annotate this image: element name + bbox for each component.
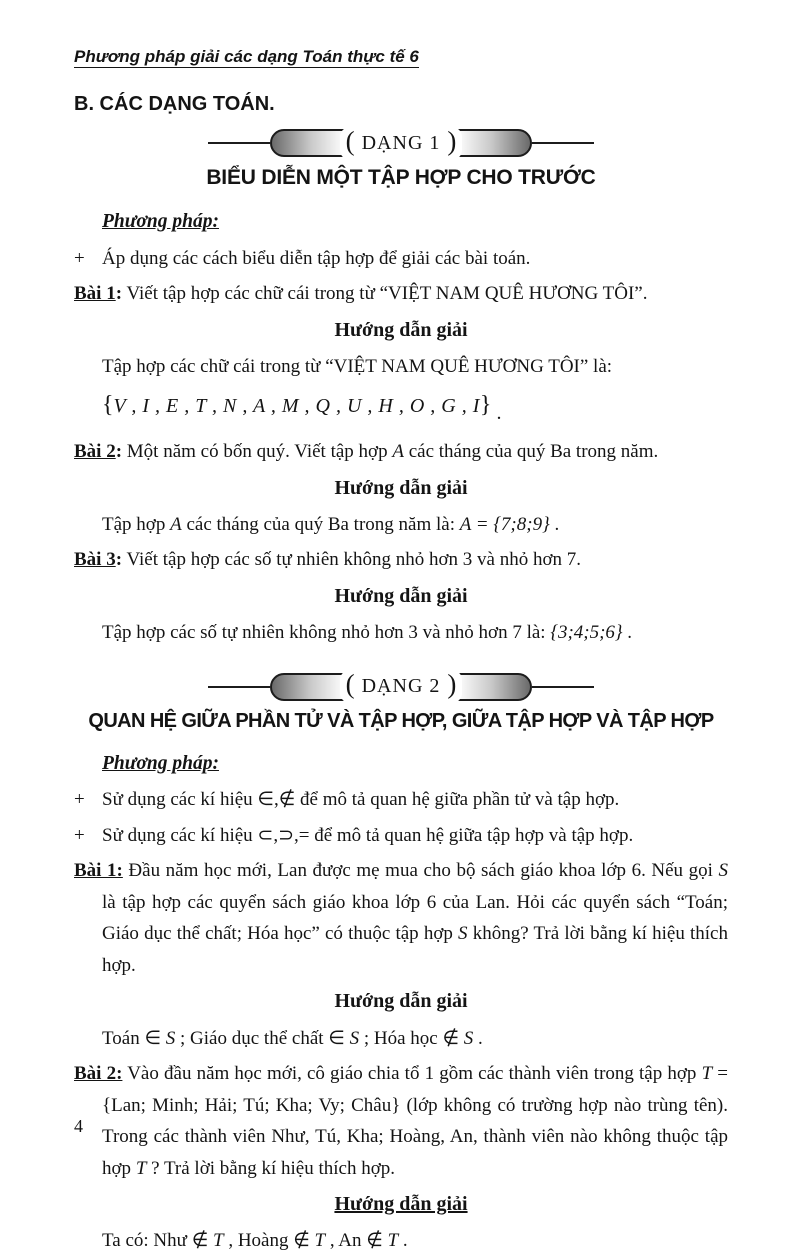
guide-heading-text: Hướng dẫn giải	[334, 476, 468, 499]
dang1-bai1-solution-set	[74, 386, 728, 426]
dang1-method-heading: Phương pháp:	[102, 211, 219, 233]
guide-heading-text: Hướng dẫn giải	[334, 990, 468, 1013]
set-period: .	[496, 402, 502, 425]
set-membership-symbols: ∈,∉	[257, 789, 296, 811]
bai-text: = {Lan; Minh; Hải; Tú; Kha; Vy; Châu} (lớp không có trường hợp nào trùng tên). Trong các thành viên Như, Tú, Kha; Hoàng, An, thành viên nào không thuộc tập hợp	[102, 1063, 729, 1179]
badge-line-left-icon	[208, 142, 270, 144]
dang2-bai1-statement	[74, 855, 728, 981]
sol-text: .	[398, 1230, 408, 1252]
sol-text: Tập hợp	[102, 513, 171, 535]
sol-text: các tháng của quý Ba trong năm là:	[181, 513, 460, 535]
set-open-brace: {	[102, 392, 114, 419]
bai-text: Đầu năm học mới, Lan được mẹ mua cho bộ sách giáo khoa lớp 6. Nếu gọi	[122, 860, 719, 882]
sol-text: .	[473, 1027, 483, 1049]
dang1-badge-text: DẠNG 1	[361, 131, 441, 154]
badge-paren-open-icon: (	[345, 125, 355, 156]
running-header-text: Phương pháp giải các dạng Toán thực tế 6	[74, 47, 419, 66]
dang2-badge	[74, 671, 728, 703]
dang2-method-item1-text	[102, 784, 728, 816]
bai-text: Vào đầu năm học mới, cô giáo chia tổ 1 gồm các thành viên trong tập hợp	[122, 1063, 702, 1085]
guide-heading-underlined	[74, 1188, 728, 1221]
guide-heading-text: Hướng dẫn giải	[334, 584, 468, 607]
dang1-badge	[74, 127, 728, 159]
bai-text: là tập hợp các quyển sách giáo khoa lớp 6 của Lan. Hỏi các quyển sách “Toán; Giáo dục thể chất; Hóa học” có thuộc tập hợp	[102, 891, 728, 945]
dang2-method-item1	[74, 784, 728, 816]
math-expression: ∈ S	[144, 1027, 176, 1049]
sol-text: .	[622, 622, 633, 644]
math-var: S	[718, 860, 728, 882]
sol-text: Tập hợp các số tự nhiên không nhỏ hơn 3 và nhỏ hơn 7 là:	[102, 622, 551, 644]
dang2-title: QUAN HỆ GIỮA PHẦN TỬ VÀ TẬP HỢP, GIỮA TẬP HỢP VÀ TẬP HỢP	[88, 709, 714, 732]
math-expression: ∉ T	[191, 1230, 224, 1252]
dang1-bai3-statement	[74, 544, 728, 576]
dang1-bai2-solution	[74, 509, 728, 541]
dang1-badge-label	[340, 127, 463, 160]
bai-colon: :	[115, 441, 123, 463]
dang2-badge-label	[340, 670, 463, 703]
bai-colon: :	[115, 283, 123, 305]
dang1-bai1-statement	[74, 278, 728, 310]
bai-label: Bài 3	[74, 549, 116, 571]
math-var: A	[170, 513, 182, 535]
running-header	[74, 46, 728, 68]
sol-text: ; Giáo dục thể chất	[175, 1027, 329, 1049]
math-expression: ∉ T	[366, 1230, 399, 1252]
bai-label: Bài 1:	[74, 860, 123, 882]
bai-colon: :	[115, 549, 123, 571]
guide-heading	[74, 472, 728, 505]
plus-bullet: +	[74, 824, 85, 846]
badge-paren-close-icon: )	[447, 125, 457, 156]
sol-text: Ta có: Như	[102, 1230, 192, 1252]
bai-text: Viết tập hợp các chữ cái trong từ “VIỆT NAM QUÊ HƯƠNG TÔI”.	[122, 283, 648, 305]
set-close-brace: }	[479, 392, 492, 419]
dang1-method-item-text: Áp dụng các cách biểu diễn tập hợp để giải các bài toán.	[102, 247, 531, 269]
math-expression: A = {7;8;9}	[459, 513, 550, 535]
dang1-method-item	[74, 243, 728, 275]
section-title: B. CÁC DẠNG TOÁN.	[74, 93, 275, 116]
method-text: Sử dụng các kí hiệu	[102, 789, 258, 811]
dang2-bai1-solution	[74, 1023, 728, 1055]
sol-text: , An	[325, 1230, 367, 1252]
bai-text: Viết tập hợp các số tự nhiên không nhỏ hơn 3 và nhỏ hơn 7.	[122, 549, 582, 571]
plus-bullet: +	[74, 789, 85, 811]
math-expression: ∉ T	[293, 1230, 326, 1252]
dang2-method-heading: Phương pháp:	[102, 752, 219, 774]
sol-text: .	[549, 513, 560, 535]
dang1-title: BIỂU DIỄN MỘT TẬP HỢP CHO TRƯỚC	[206, 166, 596, 190]
dang1-bai3-solution	[74, 617, 728, 649]
bai-text: Một năm có bốn quý. Viết tập hợp	[122, 441, 393, 463]
method-text: để mô tả quan hệ giữa phần tử và tập hợp.	[295, 789, 620, 811]
badge-line-left-icon	[208, 686, 270, 688]
guide-heading-text: Hướng dẫn giải	[334, 1193, 468, 1216]
bai-text: không? Trả lời bằng kí hiệu thích hợp.	[102, 923, 728, 976]
math-expression: {3;4;5;6}	[550, 622, 623, 644]
math-expression: ∈ S	[328, 1027, 360, 1049]
math-expression: ∉ S	[442, 1027, 474, 1049]
bai-text: ? Trả lời bằng kí hiệu thích hợp.	[146, 1157, 395, 1179]
dang2-bai2-solution	[74, 1225, 728, 1257]
badge-line-right-icon	[532, 686, 594, 688]
guide-heading	[74, 985, 728, 1018]
bai-label: Bài 2	[74, 441, 116, 463]
math-var: T	[701, 1063, 713, 1085]
math-var: A	[392, 441, 404, 463]
set-letters: V , I , E , T , N , A , M , Q , U , H , O , G , I	[113, 395, 480, 418]
math-var: T	[135, 1157, 147, 1179]
guide-heading	[74, 580, 728, 613]
guide-heading	[74, 314, 728, 347]
dang2-method-item2-text	[102, 820, 728, 852]
bai-label: Bài 1	[74, 283, 116, 305]
page-number: 4	[74, 1116, 83, 1136]
sol-text: ; Hóa học	[359, 1027, 443, 1049]
sol-text: Toán	[102, 1027, 145, 1049]
dang1-bai1-solution-intro: Tập hợp các chữ cái trong từ “VIỆT NAM QUÊ HƯƠNG TÔI” là:	[102, 355, 613, 377]
math-var: S	[458, 923, 468, 945]
method-text: Sử dụng các kí hiệu	[102, 824, 258, 846]
dang2-badge-text: DẠNG 2	[361, 675, 441, 698]
badge-paren-open-icon: (	[345, 669, 355, 700]
plus-bullet: +	[74, 247, 85, 269]
dang2-method-item2	[74, 820, 728, 852]
badge-line-right-icon	[532, 142, 594, 144]
sol-text: , Hoàng	[223, 1230, 294, 1252]
bai-text: các tháng của quý Ba trong năm.	[403, 441, 659, 463]
subset-symbols: ⊂,⊃,=	[257, 824, 310, 846]
method-text: để mô tả quan hệ giữa tập hợp và tập hợp.	[309, 824, 634, 846]
dang1-bai2-statement	[74, 436, 728, 468]
badge-paren-close-icon: )	[447, 669, 457, 700]
guide-heading-text: Hướng dẫn giải	[334, 318, 468, 341]
bai-label: Bài 2:	[74, 1063, 123, 1085]
dang2-bai2-statement	[74, 1058, 728, 1184]
